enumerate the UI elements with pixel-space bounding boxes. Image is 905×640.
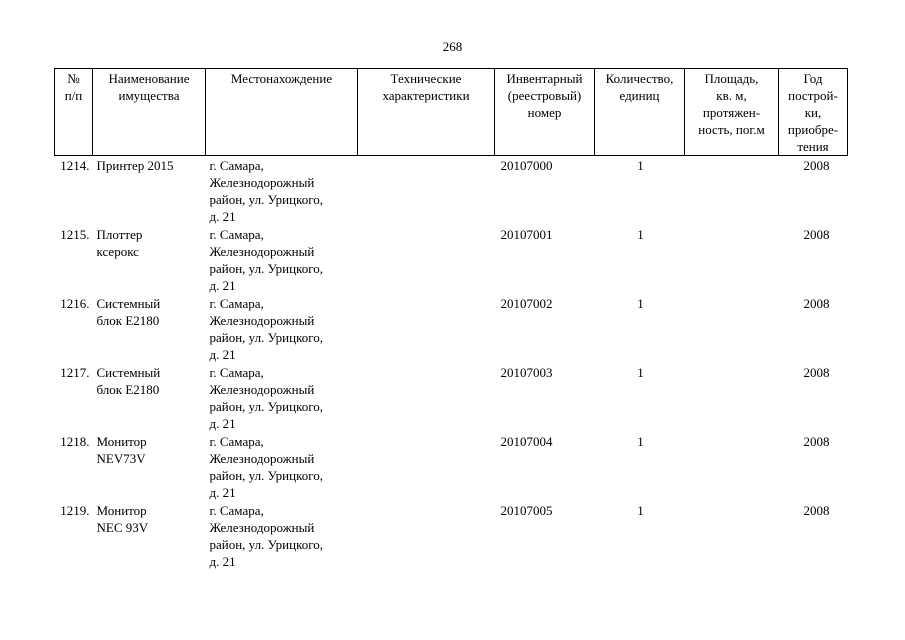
page-number: 268 <box>442 39 463 54</box>
cell-area <box>685 363 779 432</box>
cell-location: г. Самара, Железнодорожный район, ул. Урицкого, д. 21 <box>209 296 323 362</box>
cell-year: 2008 <box>803 434 830 449</box>
header-row <box>55 69 848 156</box>
header-area: Площадь, кв. м, протяжен- ность, пог.м <box>685 69 779 156</box>
cell-tech <box>358 225 495 294</box>
cell-number: 1216. <box>60 296 90 311</box>
table-row <box>55 225 848 294</box>
table-row <box>55 363 848 432</box>
cell-inventory: 20107000 <box>500 158 553 173</box>
header-tech: Технические характеристики <box>358 69 495 156</box>
cell-area <box>685 294 779 363</box>
cell-inventory: 20107005 <box>500 503 553 518</box>
cell-location: г. Самара, Железнодорожный район, ул. Урицкого, д. 21 <box>209 158 323 224</box>
property-table-container <box>54 68 847 570</box>
table-body <box>55 156 848 571</box>
cell-inventory: 20107004 <box>500 434 553 449</box>
cell-number: 1218. <box>60 434 90 449</box>
cell-quantity: 1 <box>637 227 644 242</box>
cell-number: 1215. <box>60 227 90 242</box>
cell-name: Монитор NEV73V <box>96 434 147 466</box>
cell-number: 1217. <box>60 365 90 380</box>
cell-quantity: 1 <box>637 158 644 173</box>
table-header <box>55 69 848 156</box>
cell-name: Принтер 2015 <box>96 158 174 173</box>
cell-area <box>685 156 779 226</box>
cell-name: Системный блок E2180 <box>96 296 161 328</box>
cell-year: 2008 <box>803 227 830 242</box>
cell-tech <box>358 156 495 226</box>
cell-tech <box>358 432 495 501</box>
header-location: Местонахождение <box>206 69 358 156</box>
header-year: Год построй- ки, приобре- тения <box>779 69 848 156</box>
cell-tech <box>358 501 495 570</box>
cell-number: 1219. <box>60 503 90 518</box>
cell-year: 2008 <box>803 503 830 518</box>
cell-location: г. Самара, Железнодорожный район, ул. Урицкого, д. 21 <box>209 365 323 431</box>
header-number: № п/п <box>55 69 93 156</box>
cell-number: 1214. <box>60 158 90 173</box>
cell-area <box>685 225 779 294</box>
table-row <box>55 156 848 226</box>
cell-inventory: 20107003 <box>500 365 553 380</box>
cell-tech <box>358 363 495 432</box>
cell-name: Монитор NEC 93V <box>96 503 149 535</box>
cell-year: 2008 <box>803 158 830 173</box>
cell-location: г. Самара, Железнодорожный район, ул. Урицкого, д. 21 <box>209 503 323 569</box>
cell-location: г. Самара, Железнодорожный район, ул. Урицкого, д. 21 <box>209 434 323 500</box>
cell-inventory: 20107001 <box>500 227 553 242</box>
cell-quantity: 1 <box>637 503 644 518</box>
cell-area <box>685 432 779 501</box>
header-quantity: Количество, единиц <box>595 69 685 156</box>
cell-inventory: 20107002 <box>500 296 553 311</box>
table-row <box>55 501 848 570</box>
property-table <box>54 68 848 570</box>
cell-quantity: 1 <box>637 434 644 449</box>
cell-quantity: 1 <box>637 296 644 311</box>
header-inventory: Инвентарный (реестровый) номер <box>495 69 595 156</box>
cell-year: 2008 <box>803 365 830 380</box>
cell-name: Плоттер ксерокс <box>96 227 143 259</box>
header-name: Наименование имущества <box>93 69 206 156</box>
cell-year: 2008 <box>803 296 830 311</box>
cell-tech <box>358 294 495 363</box>
cell-name: Системный блок E2180 <box>96 365 161 397</box>
cell-location: г. Самара, Железнодорожный район, ул. Урицкого, д. 21 <box>209 227 323 293</box>
cell-quantity: 1 <box>637 365 644 380</box>
table-row <box>55 432 848 501</box>
table-row <box>55 294 848 363</box>
cell-area <box>685 501 779 570</box>
